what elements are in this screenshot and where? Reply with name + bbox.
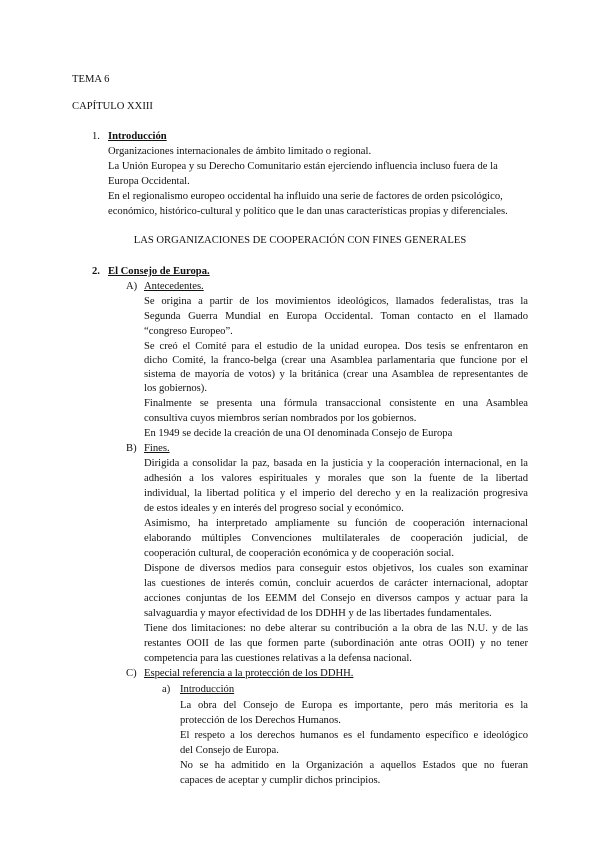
introduccion-line: protección de los Derechos Humanos.	[180, 715, 341, 726]
fines-line: adhesión a los valores espirituales y morales que son la fuente de la libertad	[144, 473, 528, 484]
section-1-paragraph: En el regionalismo europeo occidental ha influido una serie de factores de orden psicológico,	[108, 191, 503, 202]
fines-line: Asimismo, ha interpretado ampliamente su función de cooperación internacional	[144, 518, 528, 529]
subsection-b-title: Fines.	[144, 443, 170, 454]
antecedentes-line: Segunda Guerra Mundial en Europa Occidental. Toman contacto en el llamado	[144, 311, 528, 322]
subsection-b-mark: B)	[126, 443, 137, 454]
fines-line: salvaguardia y mayor efectividad de los DDHH y de las libertades fundamentales.	[144, 608, 492, 619]
antecedentes-line: Se origina a partir de los movimientos ideológicos, llamados federalistas, tras la	[144, 296, 528, 307]
fines-line: competencia para las cuestiones relativas a la defensa nacional.	[144, 653, 412, 664]
section-2-title: El Consejo de Europa.	[108, 266, 210, 277]
fines-line: Tiene dos limitaciones: no debe alterar su contribución a la obra de las N.U. y de las	[144, 623, 528, 634]
introduccion-line: La obra del Consejo de Europa es importante, pero más meritoria es la	[180, 700, 528, 711]
fines-line: cooperación cultural, de cooperación económica y de cooperación social.	[144, 548, 455, 559]
introduccion-line: capaces de aceptar y cumplir dichos principios.	[180, 775, 381, 786]
introduccion-line: No se ha admitido en la Organización a aquellos Estados que no fueran	[180, 760, 528, 771]
subsection-a-title: Antecedentes.	[144, 281, 204, 292]
capitulo-title: CAPÍTULO XXIII	[72, 101, 153, 112]
introduccion-line: El respeto a los derechos humanos es el fundamento específico e ideológico	[180, 730, 528, 741]
antecedentes-line: consultiva cuyos miembros serían nombrados por los gobiernos.	[144, 413, 417, 424]
section-1-paragraph: La Unión Europea y su Derecho Comunitario están ejerciendo influencia incluso fuera de la	[108, 161, 498, 172]
fines-line: las cuestiones de interés común, concluir acuerdos de carácter internacional, adoptar	[144, 578, 528, 589]
antecedentes-line: Finalmente se presenta una fórmula transaccional consistente en una Asamblea	[144, 398, 528, 409]
fines-line: acciones conjuntas de los EEMM del Consejo en diversos campos y actuar para la	[144, 593, 528, 604]
section-1-paragraph: económico, histórico-cultural y político que le dan unas características propias y diferenciales.	[108, 206, 508, 217]
antecedentes-line: Se creó el Comité para el estudio de la unidad europea. Dos tesis se enfrentaron en	[144, 341, 528, 352]
fines-line: elaborando múltiples Convenciones multilaterales de cooperación judicial, de	[144, 533, 528, 544]
antecedentes-line: dicho Comité, la franco-belga (crear una Asamblea parlamentaria que funcione por el	[144, 355, 528, 366]
antecedentes-line: En 1949 se decide la creación de una OI denominada Consejo de Europa	[144, 428, 453, 439]
subsection-c-a-mark: a)	[162, 684, 171, 695]
section-1-paragraph: Organizaciones internacionales de ámbito limitado o regional.	[108, 146, 372, 157]
subsection-c-mark: C)	[126, 668, 137, 679]
subsection-c-title: Especial referencia a la protección de los DDHH.	[144, 668, 354, 679]
fines-line: individual, la libertad política y el imperio del derecho y en la realización progresiva	[144, 488, 528, 499]
section-1-paragraph: Europa Occidental.	[108, 176, 190, 187]
section-1-number: 1.	[92, 131, 100, 142]
tema-title: TEMA 6	[72, 74, 110, 85]
fines-line: de estos ideales y en interés del progreso social y económico.	[144, 503, 404, 514]
antecedentes-line: “congreso Europeo”.	[144, 326, 233, 337]
subsection-a-mark: A)	[126, 281, 138, 292]
fines-line: restantes OOII de las que formen parte (subordinación ante otras OOII) y no tener	[144, 638, 528, 649]
antecedentes-line: sistema de mayoría de votos) y la británica (crear una Asamblea de representantes de	[144, 369, 528, 380]
section-2-number: 2.	[92, 266, 100, 277]
introduccion-line: del Consejo de Europa.	[180, 745, 279, 756]
fines-line: Dispone de diversos medios para conseguir estos objetivos, los cuales son examinar	[144, 563, 528, 574]
fines-line: Dirigida a consolidar la paz, basada en la justicia y la cooperación internacional, en la	[144, 458, 528, 469]
subsection-c-a-title: Introducción	[180, 684, 235, 695]
section-1-title: Introducción	[108, 131, 167, 142]
section-heading: LAS ORGANIZACIONES DE COOPERACIÓN CON FINES GENERALES	[133, 235, 467, 246]
antecedentes-line: los gobiernos).	[144, 383, 207, 394]
